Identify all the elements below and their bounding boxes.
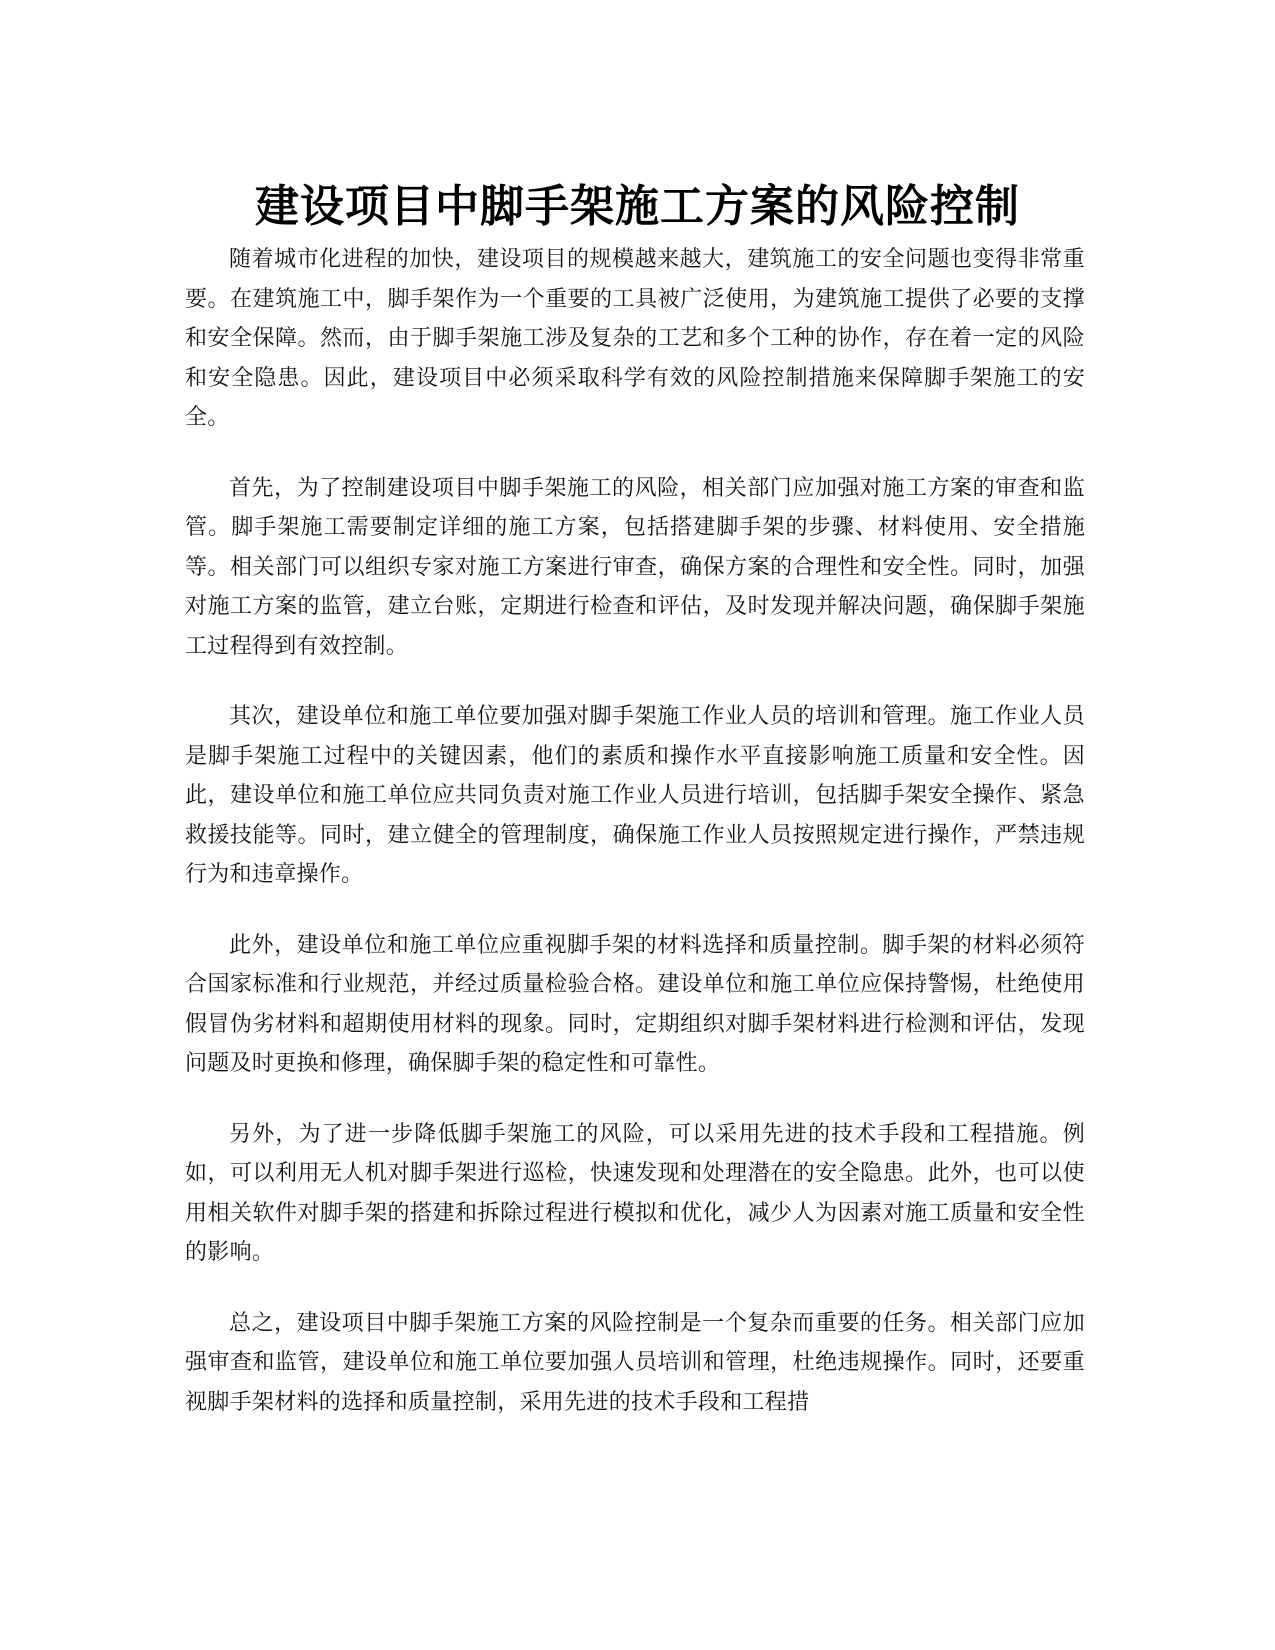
document-title: 建设项目中脚手架施工方案的风险控制 [255, 181, 1020, 233]
paragraph-intro: 随着城市化进程的加快，建设项目的规模越来越大，建筑施工的安全问题也变得非常重要。在建筑施工中，脚手架作为一个重要的工具被广泛使用，为建筑施工提供了必要的支撑和安全保障。然而，由于脚手架施工涉及复杂的工艺和多个工种的协作，存在着一定的风险和安全隐患。因此，建设项目中必须采取科学有效的风险控制措施来保障脚手架施工的安全。 [185, 247, 1085, 430]
paragraph-material-quality: 此外，建设单位和施工单位应重视脚手架的材料选择和质量控制。脚手架的材料必须符合国家标准和行业规范，并经过质量检验合格。建设单位和施工单位应保持警惕，杜绝使用假冒伪劣材料和超期使用材料的现象。同时，定期组织对脚手架材料进行检测和评估，发现问题及时更换和修理，确保脚手架的稳定性和可靠性。 [185, 932, 1085, 1076]
paragraph-plan-review: 首先，为了控制建设项目中脚手架施工的风险，相关部门应加强对施工方案的审查和监管。脚手架施工需要制定详细的施工方案，包括搭建脚手架的步骤、材料使用、安全措施等。相关部门可以组织专家对施工方案进行审查，确保方案的合理性和安全性。同时，加强对施工方案的监管，建立台账，定期进行检查和评估，及时发现并解决问题，确保脚手架施工过程得到有效控制。 [185, 475, 1085, 659]
document-body [185, 240, 1085, 1453]
paragraph-technology: 另外，为了进一步降低脚手架施工的风险，可以采用先进的技术手段和工程措施。例如，可以利用无人机对脚手架进行巡检，快速发现和处理潜在的安全隐患。此外，也可以使用相关软件对脚手架的搭建和拆除过程进行模拟和优化，减少人为因素对施工质量和安全性的影响。 [185, 1121, 1085, 1265]
paragraph-conclusion: 总之，建设项目中脚手架施工方案的风险控制是一个复杂而重要的任务。相关部门应加强审查和监管，建设单位和施工单位要加强人员培训和管理，杜绝违规操作。同时，还要重视脚手架材料的选择和质量控制，采用先进的技术手段和工程措 [185, 1310, 1085, 1415]
paragraph-worker-training: 其次，建设单位和施工单位要加强对脚手架施工作业人员的培训和管理。施工作业人员是脚手架施工过程中的关键因素，他们的素质和操作水平直接影响施工质量和安全性。因此，建设单位和施工单位应共同负责对施工作业人员进行培训，包括脚手架安全操作、紧急救援技能等。同时，建立健全的管理制度，确保施工作业人员按照规定进行操作，严禁违规行为和违章操作。 [185, 704, 1085, 887]
